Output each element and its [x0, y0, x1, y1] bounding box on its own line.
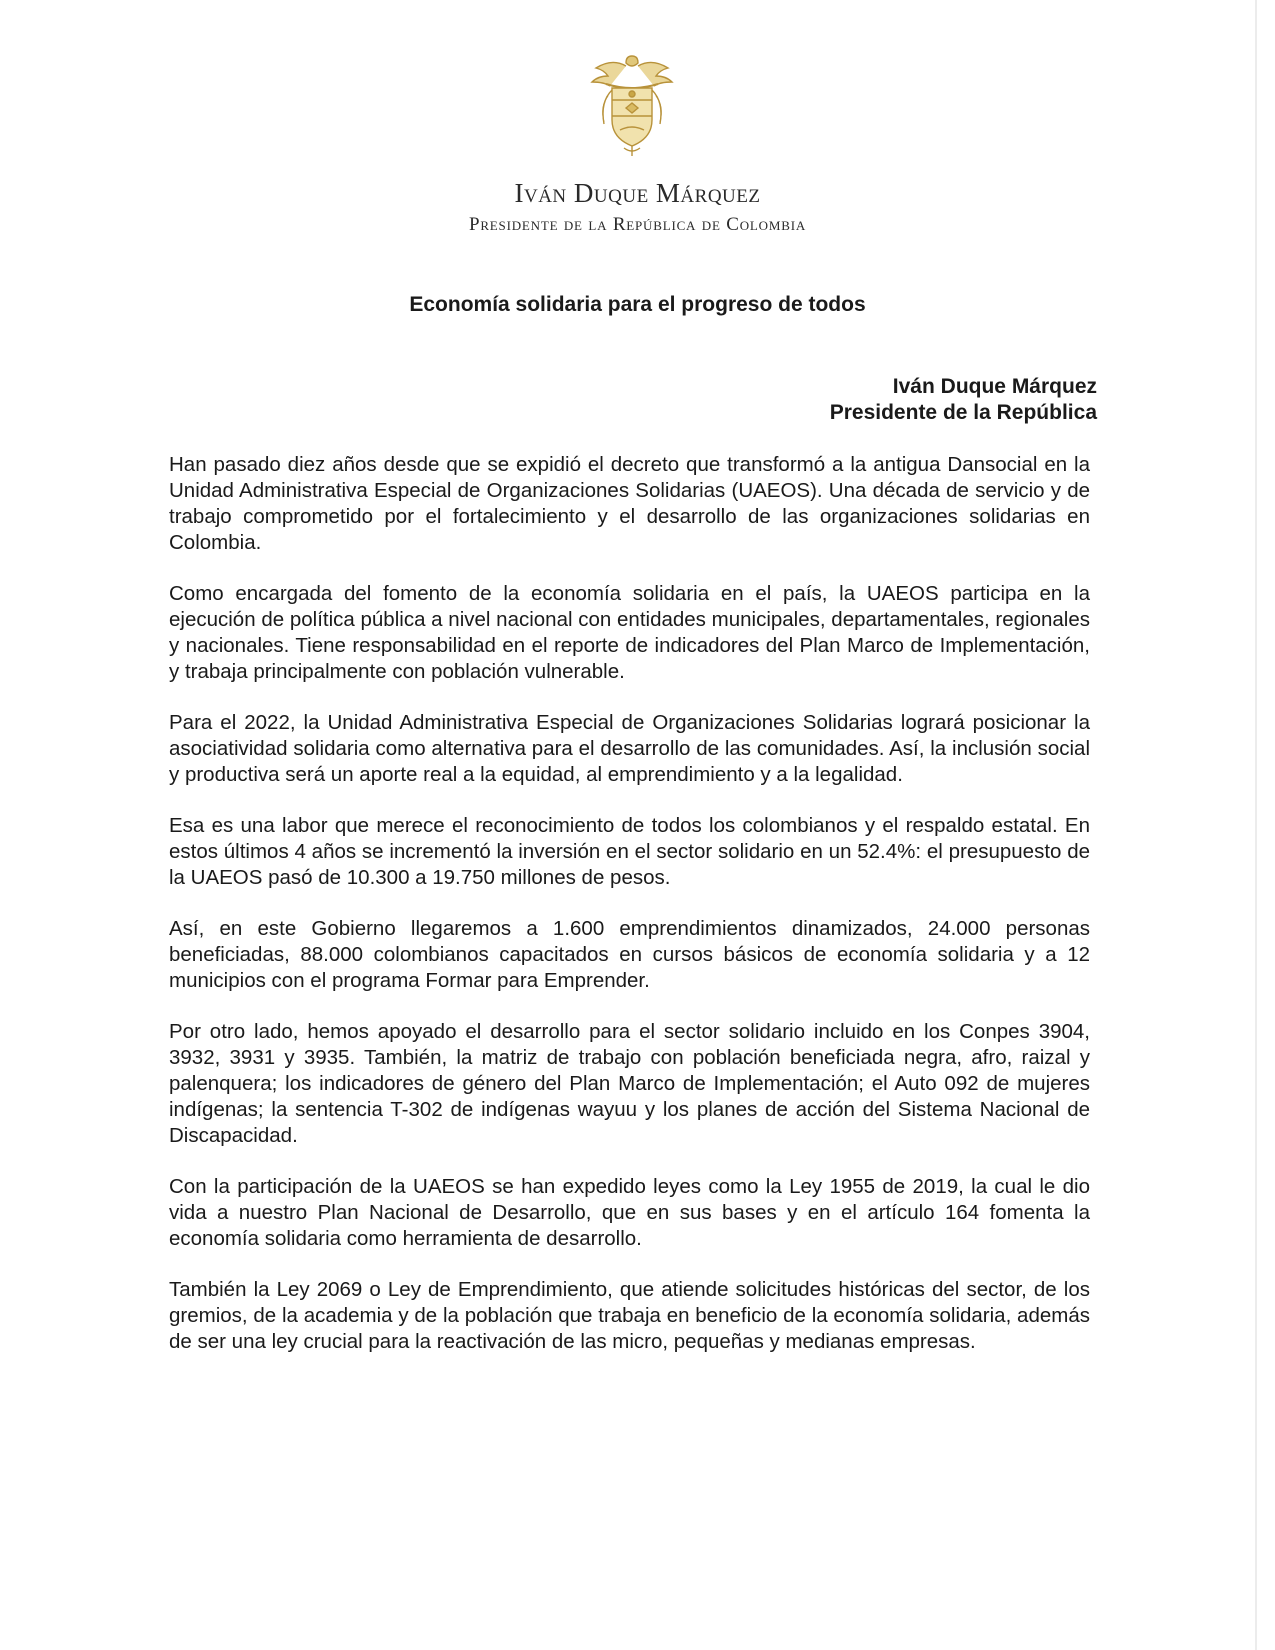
author-name: Iván Duque Márquez [892, 375, 1097, 398]
letterhead-name: Iván Duque Márquez [514, 178, 761, 208]
paragraph: Con la participación de la UAEOS se han expedido leyes como la Ley 1955 de 2019, la cual le dio vida a nuestro Plan Nacional de Desarrollo, que en sus bases y en el artículo 164 fomenta la economía solidaria como herramienta de desarrollo. [169, 1175, 1090, 1250]
letterhead-role: Presidente de la República de Colombia [468, 214, 807, 235]
paragraph: Esa es una labor que merece el reconocimiento de todos los colombianos y el respaldo estatal. En estos últimos 4 años se incrementó la inversión en el sector solidario en un 52.4%: el presupuesto de la UAEOS pasó de 10.300 a 19.750 millones de pesos. [169, 814, 1090, 889]
coat-of-arms-icon [582, 50, 682, 160]
paragraph: Así, en este Gobierno llegaremos a 1.600 emprendimientos dinamizados, 24.000 personas beneficiadas, 88.000 colombianos capacitados en cursos básicos de economía solidaria y a 12 municipios con el programa Formar para Emprender. [169, 917, 1090, 992]
paragraph: Como encargada del fomento de la economía solidaria en el país, la UAEOS participa en la ejecución de política pública a nivel nacional con entidades municipales, departamentales, regionales y nacionales. Tiene responsabilidad en el reporte de indicadores del Plan Marco de Implementación, y trabaja principalmente con población vulnerable. [169, 582, 1090, 683]
document-body [169, 452, 1090, 1380]
paragraph: Para el 2022, la Unidad Administrativa Especial de Organizaciones Solidarias logrará posicionar la asociatividad solidaria como alternativa para el desarrollo de las comunidades. Así, la inclusión social y productiva será un aporte real a la equidad, al emprendimiento y a la legalidad. [169, 711, 1090, 786]
paragraph: Por otro lado, hemos apoyado el desarrollo para el sector solidario incluido en los Conpes 3904, 3932, 3931 y 3935. También, la matriz de trabajo con población beneficiada negra, afro, raizal y palenquera; los indicadores de género del Plan Marco de Implementación; el Auto 092 de mujeres indígenas; la sentencia T-302 de indígenas wayuu y los planes de acción del Sistema Nacional de Discapacidad. [169, 1020, 1090, 1147]
document-title: Economía solidaria para el progreso de todos [409, 293, 866, 316]
author-role: Presidente de la República [829, 401, 1097, 424]
author-block [830, 374, 1097, 426]
page-edge [1255, 0, 1257, 1650]
paragraph: Han pasado diez años desde que se expidió el decreto que transformó a la antigua Dansocial en la Unidad Administrativa Especial de Organizaciones Solidarias (UAEOS). Una década de servicio y de trabajo comprometido por el fortalecimiento y el desarrollo de las organizaciones solidarias en Colombia. [169, 453, 1090, 554]
paragraph: También la Ley 2069 o Ley de Emprendimiento, que atiende solicitudes históricas del sector, de los gremios, de la academia y de la población que trabaja en beneficio de la economía solidaria, además de ser una ley crucial para la reactivación de las micro, pequeñas y medianas empresas. [169, 1278, 1090, 1353]
